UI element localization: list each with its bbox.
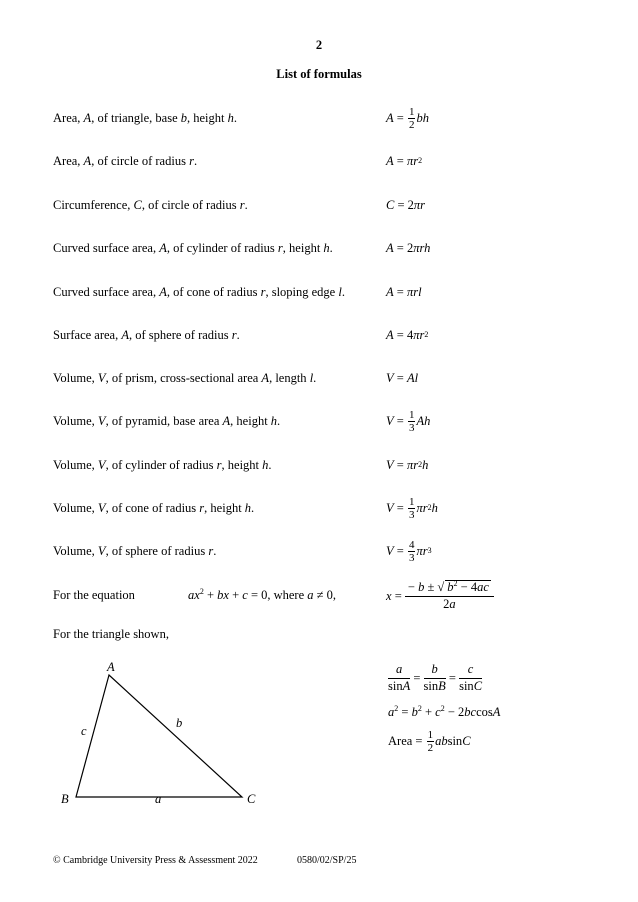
triangle-area-sine: Area = $\frac{1}{2}$ ab sin C (388, 728, 471, 754)
formula-label-circumference: Circumference, C, of circle of radius r. (53, 197, 248, 212)
formula-circle-area: A = πr 2 (386, 153, 423, 168)
vertex-b-label: B (61, 792, 69, 806)
quadratic-formula: x = $\frac{- b \pm √ b^2 - 4ac}{2a}$ (386, 578, 494, 614)
page-number: 2 (315, 38, 323, 52)
formula-triangle-area: A = $\frac{1}{2}$ bh (386, 105, 429, 131)
formula-circumference: C = 2 πr (386, 197, 426, 212)
formula-label-prism-volume: Volume, V, of prism, cross-sectional area A, length l. (53, 370, 317, 385)
formula-label-circle-area: Area, A, of circle of radius r. (53, 153, 198, 168)
formula-pyramid-volume: V = $\frac{1}{3}$ Ah (386, 408, 431, 434)
formula-cylinder-volume: V = πr 2 h (386, 457, 429, 472)
footer-code: 0580/02/SP/25 (297, 855, 357, 866)
formula-label-triangle-area: Area, A, of triangle, base b, height h. (53, 110, 237, 125)
cosine-rule: $a^2 = b^2 + c^2 - 2bccosA$ (388, 704, 501, 719)
triangle-shape (76, 675, 242, 797)
side-c-label: c (81, 724, 87, 738)
triangle-diagram (55, 655, 275, 810)
formula-sphere-volume: V = $\frac{4}{3}$ πr 3 (386, 538, 432, 564)
formula-cylinder-curved: A = 2 πrh (386, 240, 431, 255)
formula-sphere-surface: A = 4 πr 2 (386, 327, 429, 342)
formula-label-cylinder-curved: Curved surface area, A, of cylinder of radius r, height h. (53, 240, 333, 255)
formula-label-sphere-volume: Volume, V, of sphere of radius r. (53, 543, 217, 558)
formula-label-cone-curved: Curved surface area, A, of cone of radius r, sloping edge l. (53, 284, 345, 299)
vertex-a-label: A (107, 660, 115, 674)
formula-cone-curved: A = πrl (386, 284, 422, 299)
page-title: List of formulas (276, 67, 362, 81)
side-a-label: a (155, 792, 162, 806)
formula-label-pyramid-volume: Volume, V, of pyramid, base area A, height h. (53, 413, 281, 428)
formula-label-cone-volume: Volume, V, of cone of radius r, height h. (53, 500, 255, 515)
side-b-label: b (176, 716, 183, 730)
triangle-label: For the triangle shown, (53, 627, 169, 641)
vertex-c-label: C (247, 792, 256, 806)
formula-label-cylinder-volume: Volume, V, of cylinder of radius r, height h. (53, 457, 272, 472)
quadratic-label: For the equation (53, 587, 135, 602)
quadratic-equation: $ax^2$ + bx + c = 0, where a ≠ 0, (188, 586, 337, 602)
formula-cone-volume: V = $\frac{1}{3}$ πr 2 h (386, 495, 438, 521)
footer-copyright: © Cambridge University Press & Assessment 2022 (53, 855, 258, 866)
sine-rule: $\frac{a}{\sin A}$ = $\frac{b}{\sin B}$ = $\frac{c}{\sin C}$ (388, 662, 483, 693)
formula-prism-volume: V = Al (386, 370, 419, 385)
formula-label-sphere-surface: Surface area, A, of sphere of radius r. (53, 327, 240, 342)
